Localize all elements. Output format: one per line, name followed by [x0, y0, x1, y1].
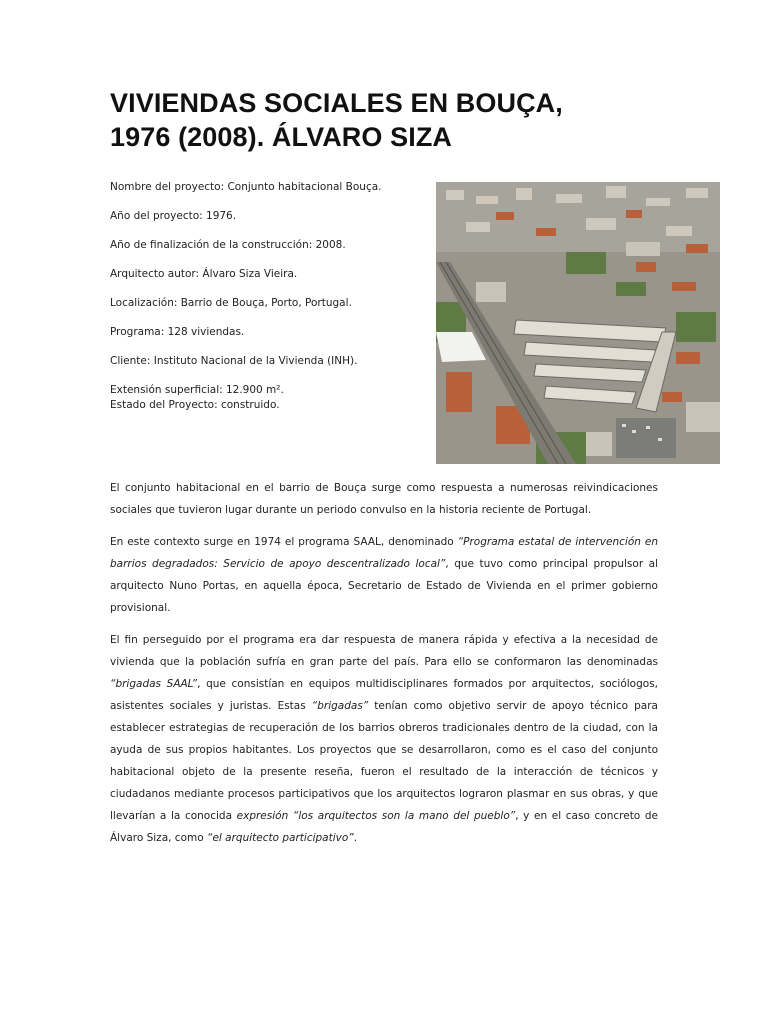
fact-extension: Extensión superficial: 12.900 m².: [110, 384, 284, 396]
fact-localizacion: Localización: Barrio de Bouça, Porto, Portugal.: [110, 297, 352, 309]
aerial-photo: [436, 182, 720, 464]
fact-arquitecto: Arquitecto autor: Álvaro Siza Vieira.: [110, 268, 298, 280]
fact-anio: Año del proyecto: 1976.: [110, 210, 237, 222]
paragraph-1: El conjunto habitacional en el barrio de Bouça surge como respuesta a numerosas reivindicaciones sociales que tuvieron lugar durante un periodo convulso en la historia reciente de Portugal.: [110, 482, 658, 516]
fact-nombre: Nombre del proyecto: Conjunto habitacional Bouça.: [110, 181, 382, 193]
fact-estado: Estado del Proyecto: construido.: [110, 399, 280, 411]
project-facts: [110, 180, 420, 413]
title-line-2: 1976 (2008). ÁLVARO SIZA: [110, 122, 453, 152]
title-line-1: VIVIENDAS SOCIALES EN BOUÇA,: [110, 88, 563, 118]
fact-cliente: Cliente: Instituto Nacional de la Vivienda (INH).: [110, 355, 358, 367]
paragraph-3: El fin perseguido por el programa era dar respuesta de manera rápida y efectiva a la necesidad de vivienda que la población sufría en gran parte del país. Para ello se conformaron las denominadas “brigadas SAAL”, que consistían en equipos multidisciplinares formados por arquitectos, sociólogos, asistentes sociales y juristas. Estas “brigadas” tenían como objetivo servir de apoyo técnico para establecer estrategias de recuperación de los barrios obreros tradicionales dentro de la ciudad, con la ayuda de sus propios habitantes. Los proyectos que se desarrollaron, como es el caso del conjunto habitacional objeto de la presente reseña, fueron el resultado de la interacción de técnicos y ciudadanos mediante procesos participativos que los arquitectos lograron plasmar en sus obras, y que llevarían a la conocida expresión “los arquitectos son la mano del pueblo”, y en el caso concreto de Álvaro Siza, como “el arquitecto participativo”.: [110, 634, 658, 844]
paragraph-2: En este contexto surge en 1974 el programa SAAL, denominado “Programa estatal de intervención en barrios degradados: Servicio de apoyo descentralizado local”, que tuvo como principal propulsor al arquitecto Nuno Portas, en aquella época, Secretario de Estado de Vivienda en el primer gobierno provisional.: [110, 536, 658, 614]
page-title: [110, 86, 670, 154]
fact-finalizacion: Año de finalización de la construcción: 2008.: [110, 239, 346, 251]
fact-programa: Programa: 128 viviendas.: [110, 326, 245, 338]
body-text: [110, 477, 658, 859]
aerial-photo-illustration: [436, 182, 720, 464]
